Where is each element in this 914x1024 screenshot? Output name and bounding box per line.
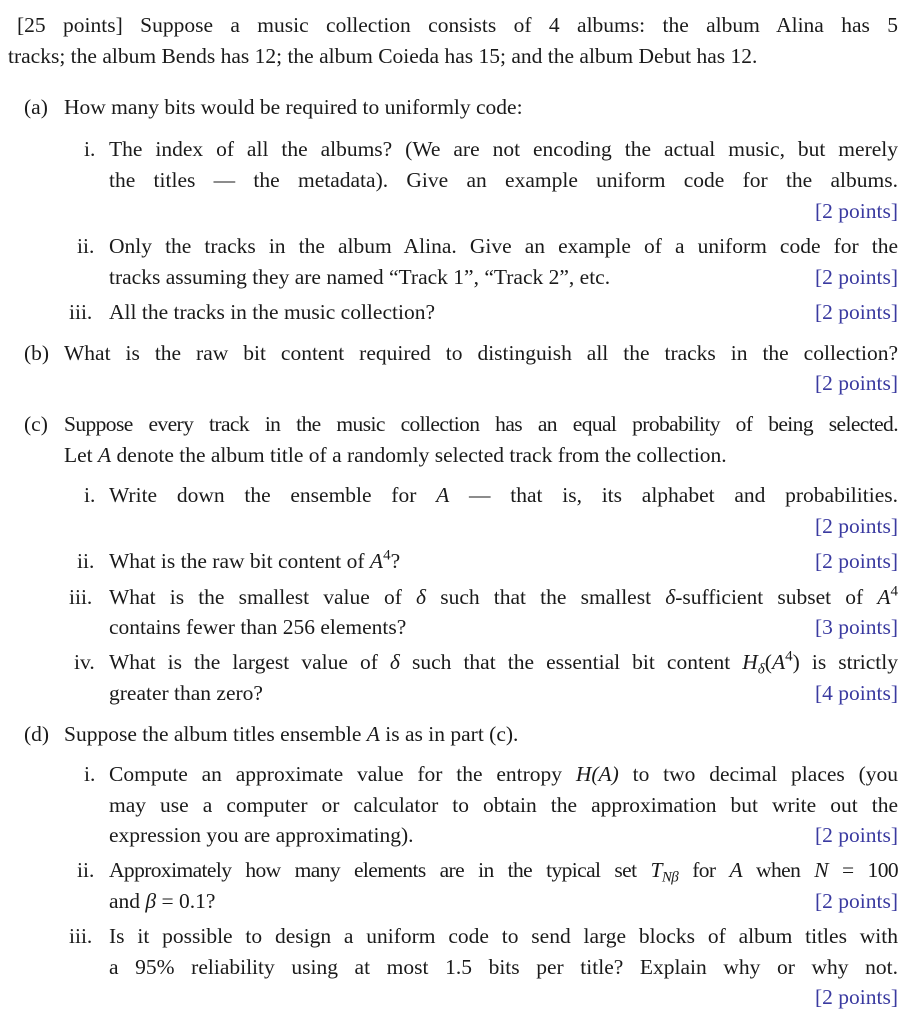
- part-a-label: (a): [24, 95, 48, 119]
- part-d-i-line-3: expression you are approximating).: [109, 823, 414, 847]
- part-c-iv-points: [4 points]: [814, 681, 898, 705]
- part-c-label: (c): [24, 412, 48, 436]
- part-d-i-points: [2 points]: [814, 823, 898, 847]
- part-b-line-1: What is the raw bit content required to distinguish all the tracks in the collection?: [64, 341, 898, 365]
- intro-line-1: [25 points] Suppose a music collection consists of 4 albums: the album Alina has 5: [17, 13, 898, 37]
- part-c-iii-line-2: contains fewer than 256 elements?: [109, 615, 407, 639]
- part-a-iii-points: [2 points]: [814, 300, 898, 324]
- part-c-i-label: i.: [84, 483, 96, 507]
- part-d-label: (d): [24, 722, 50, 746]
- part-d-iii-points: [2 points]: [814, 985, 898, 1009]
- part-c-i-line-1: Write down the ensemble for A — that is, its alphabet and probabilities.: [109, 483, 898, 507]
- part-a-i-points: [2 points]: [814, 199, 898, 223]
- part-a-ii-label: ii.: [77, 234, 95, 258]
- part-d-i-label: i.: [84, 762, 96, 786]
- var-a: A: [98, 443, 112, 467]
- part-a-i-line-2: the titles — the metadata). Give an example uniform code for the albums.: [109, 168, 898, 192]
- part-a-ii-line-1: Only the tracks in the album Alina. Give an example of a uniform code for the: [109, 234, 898, 258]
- part-c-ii-points: [2 points]: [814, 549, 898, 573]
- part-d-line-1: Suppose the album titles ensemble A is as in part (c).: [64, 722, 519, 746]
- part-c-iv-line-1: What is the largest value of δ such that the essential bit content $H_\delta(A^4)$ is strictly: [109, 648, 898, 678]
- part-d-ii-label: ii.: [77, 858, 95, 882]
- part-a-i-line-1: The index of all the albums? (We are not encoding the actual music, but merely: [109, 137, 898, 161]
- part-a-iii-line-1: All the tracks in the music collection?: [109, 300, 435, 324]
- part-c-iii-points: [3 points]: [814, 615, 898, 639]
- part-c-ii-line-1: What is the raw bit content of $A^4$?: [109, 547, 401, 573]
- part-c-iii-label: iii.: [69, 585, 93, 609]
- part-c-ii-label: ii.: [77, 549, 95, 573]
- part-a-text: How many bits would be required to uniformly code:: [64, 95, 523, 119]
- intro-line-2: tracks; the album Bends has 12; the album Coieda has 15; and the album Debut has 12.: [8, 44, 758, 68]
- part-c-line-1: Suppose every track in the music collection has an equal probability of being selected.: [64, 412, 898, 436]
- part-a-ii-line-2: tracks assuming they are named “Track 1”, “Track 2”, etc.: [109, 265, 611, 289]
- part-a-ii-points: [2 points]: [814, 265, 898, 289]
- part-c-line-2: Let A denote the album title of a randomly selected track from the collection.: [64, 443, 727, 467]
- part-a-iii-label: iii.: [69, 300, 93, 324]
- part-d-ii-line-1: Approximately how many elements are in the typical set $T_{N\beta}$ for A when N = 100: [109, 858, 898, 886]
- part-d-iii-line-1: Is it possible to design a uniform code to send large blocks of album titles with: [109, 924, 898, 948]
- part-d-ii-line-2: and β = 0.1?: [109, 889, 216, 913]
- part-d-i-line-1: Compute an approximate value for the entropy H(A) to two decimal places (you: [109, 762, 898, 786]
- part-b-label: (b): [24, 341, 50, 365]
- part-d-ii-points: [2 points]: [814, 889, 898, 913]
- part-c-i-points: [2 points]: [814, 514, 898, 538]
- part-c-iv-line-2: greater than zero?: [109, 681, 263, 705]
- part-a-i-label: i.: [84, 137, 96, 161]
- part-c-iii-line-1: What is the smallest value of δ such that the smallest δ-sufficient subset of $A^4$: [109, 583, 898, 609]
- part-b-points: [2 points]: [814, 371, 898, 395]
- part-d-iii-line-2: a 95% reliability using at most 1.5 bits per title? Explain why or why not.: [109, 955, 898, 979]
- part-d-i-line-2: may use a computer or calculator to obtain the approximation but write out the: [109, 793, 898, 817]
- part-d-iii-label: iii.: [69, 924, 93, 948]
- part-c-iv-label: iv.: [74, 650, 95, 674]
